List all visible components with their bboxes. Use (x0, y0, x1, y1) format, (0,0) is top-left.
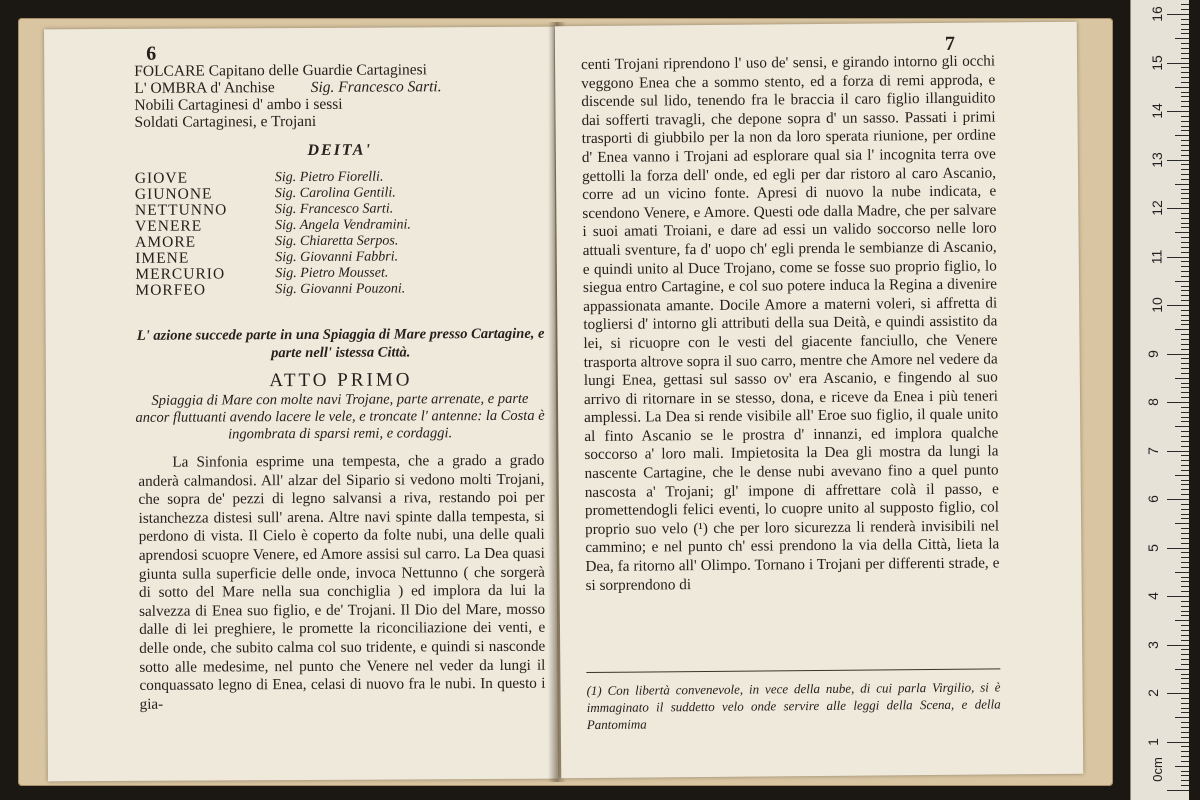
ruler-tick (1167, 742, 1189, 743)
ruler-tick (1181, 407, 1189, 408)
ruler-tick (1181, 106, 1189, 107)
ruler-tick (1181, 290, 1189, 291)
ruler-tick (1181, 237, 1189, 238)
ruler-tick (1181, 373, 1189, 374)
ruler-tick (1181, 344, 1189, 345)
ruler-tick (1181, 412, 1189, 413)
ruler-tick (1181, 678, 1189, 679)
ruler-tick (1181, 320, 1189, 321)
ruler-tick (1181, 203, 1189, 204)
ruler-tick (1181, 4, 1189, 5)
ruler-tick (1181, 223, 1189, 224)
ruler-tick (1167, 160, 1189, 161)
ruler-label: 4 (1144, 592, 1161, 600)
ruler-tick (1181, 737, 1189, 738)
ruler-tick (1167, 402, 1189, 403)
footnote: (1) Con libertà convenevole, in vece della nube, di cui parla Virgilio, si è immaginato il suddetto velo onde servire alle leggi della Scena, e della Pantomima (586, 679, 1001, 733)
ruler-tick (1181, 751, 1189, 752)
deity-singer: Sig. Giovanni Pouzoni. (275, 281, 406, 298)
ruler-tick (1181, 266, 1189, 267)
ruler-tick (1181, 169, 1189, 170)
ruler-tick (1181, 659, 1189, 660)
ruler-tick (1181, 664, 1189, 665)
deity-name: IMENE (135, 249, 190, 267)
ruler-tick (1175, 281, 1189, 282)
deity-name: AMORE (135, 233, 197, 251)
ruler-tick (1175, 523, 1189, 524)
ruler-tick (1181, 339, 1189, 340)
ruler-label: 3 (1144, 640, 1161, 649)
cast-list (134, 61, 545, 298)
ruler-tick (1181, 775, 1189, 776)
ruler-tick (1181, 218, 1189, 219)
page-number-left: 6 (146, 42, 157, 65)
ruler-tick (1181, 698, 1189, 699)
ruler-tick (1181, 480, 1189, 481)
ruler-tick (1181, 441, 1189, 442)
ruler-tick (1181, 358, 1189, 359)
ruler-tick (1175, 620, 1189, 621)
ruler-tick (1181, 611, 1189, 612)
ruler-tick (1181, 9, 1189, 10)
ruler-tick (1181, 727, 1189, 728)
ruler-tick (1181, 431, 1189, 432)
ruler-tick (1181, 150, 1189, 151)
ruler-tick (1181, 514, 1189, 515)
ruler-tick (1167, 257, 1189, 258)
ruler-tick (1181, 436, 1189, 437)
ruler-tick (1175, 329, 1189, 330)
ruler-label: 8 (1144, 398, 1161, 406)
ruler-label: 5 (1144, 543, 1161, 552)
ruler-tick (1175, 766, 1189, 767)
body-text-left: La Sinfonia esprime una tempesta, che a grado a grado anderà calmandosi. All' alzar del Sipario si vedono molti Trojani, che sopra de' pezzi di legno salvansi a riva, restando poi per istanchezza distesi sull' arena. Altre navi spinte dalla tempesta, si perdono di vista. Il Cielo è coperto da folte nubi, una delle quali aprendosi scuopre Venere, ed Amore assisi sul carro. La Dea quasi giunta sulla superficie delle onde, invoca Nettunno ( che sorgerà di sotto del Mare nella sua conchiglia ) ed implora da lui la salvezza di Enea suo figlio, e de' Trojani. Il Dio del Mare, mosso dalle di lei preghiere, le promette la riconciliazione dei venti, e delle onde, che subito calma col suo tridente, e quindi si nasconde sotto alle medesime, nel punto che Venere nel veder da lungi il conquassato legno di Enea, celasi di nuovo fra le nubi. In questo i gia- (138, 451, 546, 713)
deity-name: VENERE (135, 217, 203, 235)
ruler-tick (1181, 164, 1189, 165)
right-page (555, 22, 1084, 779)
left-page (44, 27, 558, 782)
footnote-divider (586, 668, 1000, 673)
ruler-tick (1167, 208, 1189, 209)
ruler-tick (1181, 315, 1189, 316)
ruler-tick (1181, 484, 1189, 485)
ruler-tick (1181, 116, 1189, 117)
measuring-ruler (1130, 0, 1189, 800)
ruler-tick (1181, 586, 1189, 587)
ruler-tick (1175, 475, 1189, 476)
ruler-unit-label: 0cm (1149, 757, 1165, 782)
ruler-label: 12 (1148, 200, 1165, 216)
ruler-tick (1181, 615, 1189, 616)
ruler-tick (1181, 421, 1189, 422)
ruler-tick (1181, 543, 1189, 544)
ruler-tick (1181, 48, 1189, 49)
ruler-tick (1181, 19, 1189, 20)
ruler-tick (1181, 247, 1189, 248)
ruler-tick (1181, 703, 1189, 704)
ruler-label: 2 (1144, 689, 1161, 697)
cast-role: Soldati Cartaginesi, e Trojani (134, 112, 317, 131)
ruler-tick (1181, 785, 1189, 786)
ruler-tick (1181, 193, 1189, 194)
ruler-tick (1181, 189, 1189, 190)
ruler-tick (1181, 324, 1189, 325)
deity-singer: Sig. Angela Vendramini. (275, 217, 411, 234)
ruler-tick (1175, 717, 1189, 718)
ruler-tick (1167, 596, 1189, 597)
ruler-tick (1181, 504, 1189, 505)
ruler-label: 14 (1148, 103, 1165, 119)
ruler-tick (1167, 451, 1189, 452)
ruler-tick (1181, 227, 1189, 228)
deity-name: MERCURIO (135, 265, 226, 283)
ruler-tick (1181, 392, 1189, 393)
ruler-tick (1181, 577, 1189, 578)
ruler-tick (1181, 446, 1189, 447)
ruler-tick (1181, 96, 1189, 97)
ruler-label: 16 (1148, 6, 1165, 22)
ruler-tick (1181, 674, 1189, 675)
deity-name: GIUNONE (134, 185, 213, 203)
ruler-tick (1181, 557, 1189, 558)
ruler-tick (1181, 261, 1189, 262)
ruler-tick (1181, 295, 1189, 296)
ruler-tick (1175, 232, 1189, 233)
ruler-label: 10 (1148, 297, 1165, 313)
ruler-tick (1181, 276, 1189, 277)
body-text-right: centi Trojani riprendono l' uso de' sensi, e girando intorno gli occhi veggono Enea che a sommo stento, ed a forza di remi approda, e discende sul lido, tenendo fra le braccia il caro figlio illanguidito dai sofferti travagli, che depone sopra d' un sasso. Passati i primi trasporti di giubbilo per la non da loro sperata riunione, per ordine d' Enea vanno i Trojani ad esplorare qual sia l' incognita terra ove gettolli la forza dell' onde, ed egli per dar ristoro al caro Ascanio, corre ad un vicino fonte. Apresi di nuovo la nube indicata, e scendono Venere, e Amore. Questi ode dalla Madre, che per salvare i suoi amati Troiani, e dare ad essi un valido soccorso nelle loro attuali sventure, fa d' uopo ch' egli prenda le sembianze di Ascanio, e quindi unito al Duce Trojano, come se fosse suo proprio figlio, lo siegua entro Cartagine, e col suo potere induca la Regina a divenire appassionata amante. Docile Amore a materni voleri, si affretta di togliersi d' intorno gli attributi della sua Deità, e quindi assistito da lei, si ricuopre con le vesti del giacente fanciullo, che Venere trasporta altrove sopra il suo carro, mentre che Amore nel vedere da lungi Enea, gettasi sul sasso ov' era Ascanio, e fingendo al suo arrivo di ritornare in se stesso, dona, e riceve da Enea i più teneri amplessi. La Dea si rende visibile all' Eroe suo figlio, il quale unito al finto Ascanio se le prostra d' innanzi, ed implora qualche soccorso a' loro mali. Impietosita la Dea gli mostra da lungi la nascente Cartagine, che le dense nubi avevano fino a quel punto nascosta a' Trojani; gl' impone di affrettare colà il passo, e promettendogli felici eventi, lo cuopre unito al supposto figlio, col proprio suo velo (¹) che per loro sicurezza li renderà invisibili nel cammino; e nel punto ch' essi prendono la via della Città, lieta la Dea, fa ritorno all' Olimpo. Tornano i Trojani per differenti strade, e si sorprendono di (580, 52, 1000, 594)
ruler-tick (1181, 771, 1189, 772)
ruler-tick (1181, 53, 1189, 54)
ruler-tick (1181, 140, 1189, 141)
cast-top-list (134, 61, 544, 131)
deity-singer: Sig. Pietro Mousset. (275, 265, 389, 282)
ruler-tick (1167, 305, 1189, 306)
ruler-tick (1181, 349, 1189, 350)
cast-row (134, 95, 544, 114)
ruler-tick (1181, 581, 1189, 582)
ruler-tick (1181, 688, 1189, 689)
ruler-tick (1181, 198, 1189, 199)
ruler-tick (1181, 465, 1189, 466)
ruler-tick (1181, 746, 1189, 747)
ruler-tick (1181, 683, 1189, 684)
deity-name: GIOVE (134, 169, 189, 187)
ruler-label: 11 (1148, 249, 1165, 264)
ruler-tick (1181, 101, 1189, 102)
ruler-tick (1181, 509, 1189, 510)
ruler-tick (1181, 82, 1189, 83)
ruler-tick (1181, 67, 1189, 68)
ruler-tick (1167, 111, 1189, 112)
deity-singer: Sig. Pietro Fiorelli. (274, 169, 384, 186)
ruler-tick (1181, 310, 1189, 311)
ruler-tick (1167, 63, 1189, 64)
ruler-tick (1181, 606, 1189, 607)
ruler-tick (1181, 58, 1189, 59)
ruler-tick (1181, 334, 1189, 335)
ruler-tick (1181, 732, 1189, 733)
ruler-tick (1181, 489, 1189, 490)
deity-singer: Sig. Francesco Sarti. (274, 201, 394, 218)
deity-singer: Sig. Giovanni Fabbri. (275, 249, 399, 266)
ruler-tick (1181, 460, 1189, 461)
deity-name: MORFEO (135, 281, 207, 299)
ruler-tick (1181, 494, 1189, 495)
ruler-tick (1181, 286, 1189, 287)
ruler-tick (1181, 271, 1189, 272)
ruler-tick (1181, 300, 1189, 301)
ruler-tick (1175, 87, 1189, 88)
ruler-tick (1167, 548, 1189, 549)
ruler-label: 1 (1144, 737, 1161, 746)
cast-role: Nobili Cartaginesi d' ambo i sessi (134, 95, 343, 114)
ruler-tick (1181, 417, 1189, 418)
ruler-tick (1181, 252, 1189, 253)
ruler-tick (1181, 518, 1189, 519)
ruler-tick (1181, 363, 1189, 364)
ruler-tick (1181, 470, 1189, 471)
ruler-tick (1181, 601, 1189, 602)
ruler-tick (1181, 567, 1189, 568)
ruler-tick (1175, 38, 1189, 39)
ruler-label: 9 (1144, 349, 1161, 358)
cast-role: L' OMBRA d' Anchise (134, 79, 275, 97)
setting-note: L' azione succede parte in una Spiaggia di Mare presso Cartagine, e parte nell' istessa Città. (136, 325, 545, 362)
ruler-tick (1181, 24, 1189, 25)
ruler-tick (1181, 722, 1189, 723)
scene-description: Spiaggia di Mare con molte navi Trojane, parte arrenate, e parte ancor fluttuanti avendo lacere le vele, e troncate l' antenne: la Costa è ingombrata di sparsi remi, e cordaggi. (135, 390, 545, 443)
ruler-tick (1181, 130, 1189, 131)
ruler-tick (1181, 43, 1189, 44)
ruler-label: 6 (1144, 495, 1161, 503)
ruler-tick (1175, 184, 1189, 185)
ruler-tick (1175, 572, 1189, 573)
ruler-tick (1181, 242, 1189, 243)
ruler-tick (1181, 562, 1189, 563)
deity-name: NETTUNNO (134, 201, 228, 219)
ruler-tick (1167, 354, 1189, 355)
ruler-tick (1181, 712, 1189, 713)
ruler-tick (1181, 635, 1189, 636)
ruler-tick (1167, 499, 1189, 500)
page-number-right: 7 (944, 32, 955, 55)
ruler-tick (1181, 761, 1189, 762)
ruler-tick (1181, 649, 1189, 650)
ruler-label: 7 (1144, 446, 1161, 455)
ruler-tick (1181, 625, 1189, 626)
deita-heading: DEITA' (307, 141, 372, 159)
act-title: ATTO PRIMO (269, 369, 413, 392)
ruler-tick (1181, 640, 1189, 641)
deity-row (135, 280, 545, 298)
ruler-tick (1167, 645, 1189, 646)
ruler-tick (1181, 552, 1189, 553)
ruler-tick (1181, 383, 1189, 384)
ruler-tick (1181, 387, 1189, 388)
ruler-tick (1181, 708, 1189, 709)
ruler-tick (1175, 135, 1189, 136)
ruler-tick (1181, 155, 1189, 156)
deity-singer: Sig. Chiaretta Serpos. (275, 233, 399, 250)
ruler-tick (1181, 92, 1189, 93)
ruler-tick (1181, 654, 1189, 655)
ruler-tick (1181, 174, 1189, 175)
ruler-tick (1181, 533, 1189, 534)
deity-list (135, 168, 546, 298)
ruler-tick (1181, 179, 1189, 180)
ruler-tick (1181, 33, 1189, 34)
ruler-tick (1181, 145, 1189, 146)
ruler-tick (1181, 121, 1189, 122)
ruler-tick (1175, 426, 1189, 427)
ruler-tick (1181, 72, 1189, 73)
ruler-tick (1167, 790, 1189, 791)
ruler-tick (1181, 126, 1189, 127)
ruler-tick (1181, 756, 1189, 757)
ruler-tick (1181, 455, 1189, 456)
ruler-tick (1181, 630, 1189, 631)
ruler-tick (1181, 77, 1189, 78)
ruler-tick (1175, 669, 1189, 670)
cast-row (134, 61, 544, 80)
ruler-tick (1181, 780, 1189, 781)
cast-role: FOLCARE Capitano delle Guardie Cartaginesi (134, 61, 428, 80)
ruler-tick (1181, 29, 1189, 30)
cast-row (134, 112, 544, 131)
ruler-label: 13 (1148, 151, 1165, 168)
ruler-tick (1181, 538, 1189, 539)
ruler-tick (1167, 693, 1189, 694)
cast-row (134, 78, 544, 97)
ruler-tick (1181, 528, 1189, 529)
ruler-tick (1181, 368, 1189, 369)
ruler-label: 15 (1148, 54, 1165, 71)
deity-singer: Sig. Carolina Gentili. (274, 185, 396, 202)
ruler-tick (1181, 397, 1189, 398)
cast-singer: Sig. Francesco Sarti. (310, 78, 442, 96)
ruler-tick (1181, 591, 1189, 592)
ruler-tick (1181, 213, 1189, 214)
ruler-tick (1175, 378, 1189, 379)
ruler-tick (1167, 14, 1189, 15)
